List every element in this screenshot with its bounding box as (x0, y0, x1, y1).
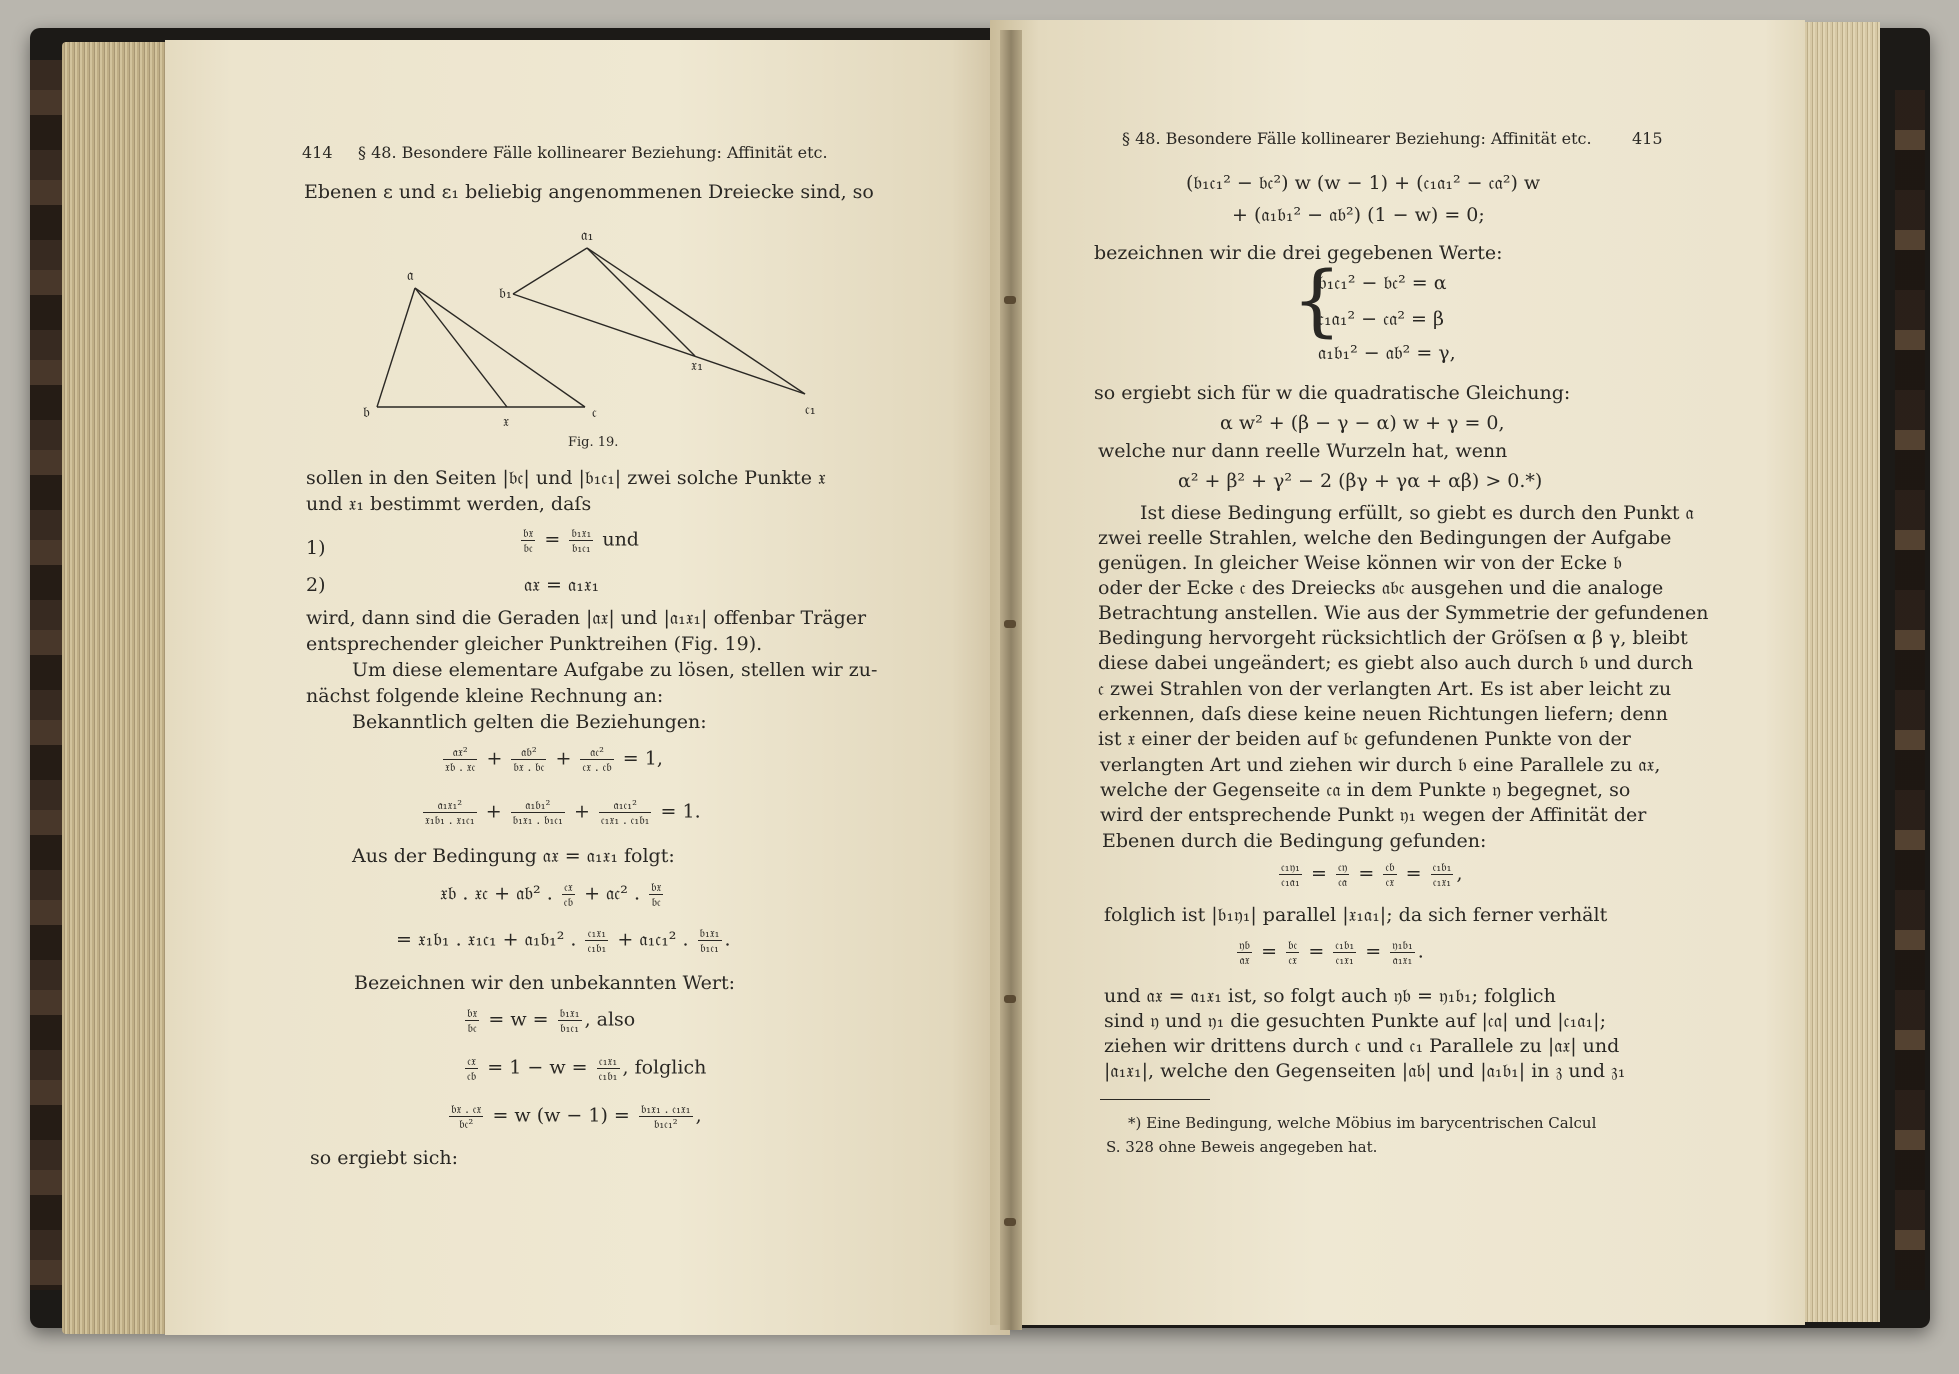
fraction: $\frac{\text{𝔞₁𝔟₁²}}{\text{𝔟₁𝔵₁ . 𝔟₁𝔠₁}}$ (512, 798, 563, 827)
equation-line: (𝔟₁𝔠₁² − 𝔟𝔠²) w (w − 1) + (𝔠₁𝔞₁² − 𝔠𝔞²) w (1186, 172, 1541, 194)
book-gutter (1000, 30, 1022, 1330)
system-line: 𝔟₁𝔠₁² − 𝔟𝔠² = α (1318, 272, 1447, 294)
equation-number: 1) (306, 537, 326, 559)
body-line: Bekanntlich gelten die Beziehungen: (352, 711, 707, 733)
right-page-number: 415 (1632, 129, 1663, 148)
figure-line (513, 248, 587, 294)
body-line: Bezeichnen wir den unbekannten Wert: (354, 972, 736, 994)
binding-stitch (1004, 1218, 1016, 1226)
equation-A: $\frac{\text{𝔞𝔵²}}{\text{𝔵𝔟 . 𝔵𝔠}}$ + $\frac{\text{𝔞𝔟²}}{\text{𝔟𝔵 . 𝔟𝔠}}$ + $\frac{\text{𝔞𝔠²}}{\text{𝔠𝔵 . 𝔠𝔟}}$ = 1, (445, 745, 663, 774)
body-line: wird, dann sind die Geraden |𝔞𝔵| und |𝔞₁𝔵₁| offenbar Träger (306, 607, 867, 629)
body-line: zwei reelle Strahlen, welche den Bedingungen der Aufgabe (1098, 527, 1672, 549)
body-line: wird der entsprechende Punkt 𝔶₁ wegen der Affinität der (1100, 804, 1647, 826)
fraction: $\frac{\text{𝔠𝔵}}{\text{𝔠𝔟}}$ (467, 1054, 477, 1083)
fraction: $\frac{\text{𝔶₁𝔟₁}}{\text{𝔞₁𝔵₁}}$ (1392, 938, 1413, 967)
fig-label-b1: 𝔟₁ (499, 284, 512, 302)
equation-E: $\frac{\text{𝔟𝔵}}{\text{𝔟𝔠}}$ = w = $\frac{\text{𝔟₁𝔵₁}}{\text{𝔟₁𝔠₁}}$ , also (467, 1006, 636, 1035)
binding-stitch (1004, 620, 1016, 628)
body-line: Ebenen ε und ε₁ beliebig angenommenen Dreiecke sind, so (304, 181, 874, 203)
fraction: $\frac{\text{𝔟𝔵 . 𝔠𝔵}}{\text{𝔟𝔠²}}$ (451, 1102, 482, 1131)
equation-B: $\frac{\text{𝔞₁𝔵₁²}}{\text{𝔵₁𝔟₁ . 𝔵₁𝔠₁}}$ + $\frac{\text{𝔞₁𝔟₁²}}{\text{𝔟₁𝔵₁ . 𝔟₁𝔠₁}}$ + $\frac{\text{𝔞₁𝔠₁²}}{\text{𝔠₁𝔵₁ . 𝔠₁𝔟₁}}$ = 1. (425, 798, 701, 827)
body-line: entsprechender gleicher Punktreihen (Fig. 19). (306, 633, 763, 655)
body-line: so ergiebt sich für w die quadratische Gleichung: (1094, 382, 1571, 404)
body-line: bezeichnen wir die drei gegebenen Werte: (1094, 242, 1503, 264)
fraction: $\frac{\text{𝔟₁𝔵₁}}{\text{𝔟₁𝔠₁}}$ (571, 526, 592, 555)
system-line: 𝔠₁𝔞₁² − 𝔠𝔞² = β (1318, 308, 1444, 330)
equation-D: = 𝔵₁𝔟₁ . 𝔵₁𝔠₁ + 𝔞₁𝔟₁² . $\frac{\text{𝔠₁𝔵₁}}{\text{𝔠₁𝔟₁}}$ + 𝔞₁𝔠₁² . $\frac{\text{𝔟₁𝔵₁}}{\text{𝔟₁𝔠₁}}$ . (396, 926, 731, 955)
fraction: $\frac{\text{𝔞𝔵²}}{\text{𝔵𝔟 . 𝔵𝔠}}$ (445, 745, 476, 774)
equation-C: 𝔵𝔟 . 𝔵𝔠 + 𝔞𝔟² . $\frac{\text{𝔠𝔵}}{\text{𝔠𝔟}}$ + 𝔞𝔠² . $\frac{\text{𝔟𝔵}}{\text{𝔟𝔠}}$ (440, 880, 662, 909)
body-line: genügen. In gleicher Weise können wir von der Ecke 𝔟 (1098, 552, 1622, 574)
body-line: Ebenen durch die Bedingung gefunden: (1102, 830, 1487, 852)
figure-line (415, 288, 585, 407)
figure-19 (355, 222, 835, 432)
body-line: folglich ist |𝔟₁𝔶₁| parallel |𝔵₁𝔞₁|; da sich ferner verhält (1104, 904, 1608, 926)
fraction: $\frac{\text{𝔠₁𝔶₁}}{\text{𝔠₁𝔞₁}}$ (1281, 860, 1300, 889)
fraction: $\frac{\text{𝔠𝔵}}{\text{𝔠𝔟}}$ (563, 880, 574, 909)
body-line: welche der Gegenseite 𝔠𝔞 in dem Punkte 𝔶 begegnet, so (1100, 779, 1631, 801)
body-line: welche nur dann reelle Wurzeln hat, wenn (1098, 440, 1508, 462)
equation-proportion-2: $\frac{\text{𝔶𝔟}}{\text{𝔞𝔵}}$ = $\frac{\text{𝔟𝔠}}{\text{𝔠𝔵}}$ = $\frac{\text{𝔠₁𝔟₁}}{\text{𝔠₁𝔵₁}}$ = $\frac{\text{𝔶₁𝔟₁}}{\text{𝔞₁𝔵₁}}$ . (1239, 938, 1424, 967)
body-line: verlangten Art und ziehen wir durch 𝔟 eine Parallele zu 𝔞𝔵, (1100, 754, 1661, 776)
figure-line (377, 288, 415, 407)
body-line: Aus der Bedingung 𝔞𝔵 = 𝔞₁𝔵₁ folgt: (352, 845, 675, 867)
footnote-line: *) Eine Bedingung, welche Möbius im barycentrischen Calcul (1128, 1114, 1597, 1132)
fraction: $\frac{\text{𝔞𝔠²}}{\text{𝔠𝔵 . 𝔠𝔟}}$ (582, 745, 612, 774)
figure-caption: Fig. 19. (568, 435, 619, 450)
body-line: Ist diese Bedingung erfüllt, so giebt es durch den Punkt 𝔞 (1140, 502, 1694, 524)
equation-proportion-1: $\frac{\text{𝔠₁𝔶₁}}{\text{𝔠₁𝔞₁}}$ = $\frac{\text{𝔠𝔶}}{\text{𝔠𝔞}}$ = $\frac{\text{𝔠𝔟}}{\text{𝔠𝔵}}$ = $\frac{\text{𝔠₁𝔟₁}}{\text{𝔠₁𝔵₁}}$ , (1281, 860, 1463, 889)
body-line: Betrachtung anstellen. Wie aus der Symmetrie der gefundenen (1098, 602, 1709, 624)
fraction: $\frac{\text{𝔟𝔵}}{\text{𝔟𝔠}}$ (523, 526, 534, 555)
binding-stitch (1004, 995, 1016, 1003)
body-line: Bedingung hervorgeht rücksichtlich der Gröſsen α β γ, bleibt (1098, 627, 1688, 649)
body-line: oder der Ecke 𝔠 des Dreiecks 𝔞𝔟𝔠 ausgehen und die analoge (1098, 577, 1664, 599)
fig-label-c1: 𝔠₁ (805, 400, 816, 418)
body-line: diese dabei ungeändert; es giebt also auch durch 𝔟 und durch (1098, 652, 1694, 674)
body-line: nächst folgende kleine Rechnung an: (306, 685, 664, 707)
left-page-number: 414 (302, 143, 333, 162)
footnote-line: S. 328 ohne Beweis angegeben hat. (1106, 1138, 1378, 1156)
system-brace: { (1292, 256, 1342, 346)
fraction: $\frac{\text{𝔠𝔶}}{\text{𝔠𝔞}}$ (1337, 860, 1348, 889)
page-edges-right (1800, 22, 1880, 1322)
equation-line: α² + β² + γ² − 2 (βγ + γα + αβ) > 0.*) (1178, 470, 1543, 492)
footnote-rule (1100, 1099, 1210, 1100)
body-line: |𝔞₁𝔵₁|, welche den Gegenseiten |𝔞𝔟| und |𝔞₁𝔟₁| in 𝔷 und 𝔷₁ (1104, 1060, 1626, 1082)
fig-label-a1: 𝔞₁ (581, 226, 594, 244)
left-running-head: § 48. Besondere Fälle kollinearer Beziehung: Affinität etc. (358, 143, 828, 162)
fraction: $\frac{\text{𝔞𝔟²}}{\text{𝔟𝔵 . 𝔟𝔠}}$ (513, 745, 545, 774)
fraction: $\frac{\text{𝔟𝔠}}{\text{𝔠𝔵}}$ (1288, 938, 1298, 967)
figure-line (513, 294, 805, 394)
body-line: Um diese elementare Aufgabe zu lösen, stellen wir zu- (352, 659, 878, 681)
fraction: $\frac{\text{𝔠₁𝔵₁}}{\text{𝔠₁𝔟₁}}$ (587, 926, 607, 955)
figure-line (587, 248, 695, 356)
body-line: so ergiebt sich: (310, 1147, 458, 1169)
equation-number: 2) (306, 574, 326, 596)
fraction: $\frac{\text{𝔠₁𝔟₁}}{\text{𝔠₁𝔵₁}}$ (1335, 938, 1355, 967)
fraction: $\frac{\text{𝔟𝔵}}{\text{𝔟𝔠}}$ (467, 1006, 478, 1035)
equation-F: $\frac{\text{𝔠𝔵}}{\text{𝔠𝔟}}$ = 1 − w = $\frac{\text{𝔠₁𝔵₁}}{\text{𝔠₁𝔟₁}}$ , folglich (467, 1054, 707, 1083)
fraction: $\frac{\text{𝔶𝔟}}{\text{𝔞𝔵}}$ (1239, 938, 1251, 967)
system-line: 𝔞₁𝔟₁² − 𝔞𝔟² = γ, (1318, 342, 1456, 364)
body-line: ziehen wir drittens durch 𝔠 und 𝔠₁ Parallele zu |𝔞𝔵| und (1104, 1035, 1620, 1057)
equation-line: α w² + (β − γ − α) w + γ = 0, (1220, 412, 1505, 434)
body-line: ist 𝔵 einer der beiden auf 𝔟𝔠 gefundenen Punkte von der (1098, 728, 1631, 750)
body-line: und 𝔞𝔵 = 𝔞₁𝔵₁ ist, so folgt auch 𝔶𝔟 = 𝔶₁𝔟₁; folglich (1104, 985, 1556, 1007)
equation-G: $\frac{\text{𝔟𝔵 . 𝔠𝔵}}{\text{𝔟𝔠²}}$ = w (w − 1) = $\frac{\text{𝔟₁𝔵₁ . 𝔠₁𝔵₁}}{\text{𝔟₁𝔠₁²}}$ , (451, 1102, 702, 1131)
page-edges-left (62, 42, 170, 1334)
equation-line: + (𝔞₁𝔟₁² − 𝔞𝔟²) (1 − w) = 0; (1232, 204, 1485, 226)
fraction: $\frac{\text{𝔟₁𝔵₁}}{\text{𝔟₁𝔠₁}}$ (559, 1006, 580, 1035)
body-line: und 𝔵₁ bestimmt werden, daſs (306, 493, 592, 515)
fraction: $\frac{\text{𝔟₁𝔵₁ . 𝔠₁𝔵₁}}{\text{𝔟₁𝔠₁²}}$ (640, 1102, 691, 1131)
equation-1: $\frac{\text{𝔟𝔵}}{\text{𝔟𝔠}}$ = $\frac{\text{𝔟₁𝔵₁}}{\text{𝔟₁𝔠₁}}$ und (523, 526, 639, 555)
body-line: 𝔠 zwei Strahlen von der verlangten Art. Es ist aber leicht zu (1098, 678, 1672, 700)
fraction: $\frac{\text{𝔟₁𝔵₁}}{\text{𝔟₁𝔠₁}}$ (699, 926, 720, 955)
fraction: $\frac{\text{𝔟𝔵}}{\text{𝔟𝔠}}$ (651, 880, 662, 909)
cover-marbling-right (1895, 90, 1925, 1290)
body-line: erkennen, daſs diese keine neuen Richtungen liefern; denn (1098, 703, 1668, 725)
fraction: $\frac{\text{𝔞₁𝔵₁²}}{\text{𝔵₁𝔟₁ . 𝔵₁𝔠₁}}$ (425, 798, 475, 827)
fraction: $\frac{\text{𝔠₁𝔵₁}}{\text{𝔠₁𝔟₁}}$ (598, 1054, 618, 1083)
fraction: $\frac{\text{𝔠𝔟}}{\text{𝔠𝔵}}$ (1385, 860, 1395, 889)
fig-label-x1: 𝔵₁ (691, 356, 704, 374)
right-running-head: § 48. Besondere Fälle kollinearer Beziehung: Affinität etc. (1122, 129, 1592, 148)
fraction: $\frac{\text{𝔠₁𝔟₁}}{\text{𝔠₁𝔵₁}}$ (1432, 860, 1452, 889)
body-line: sind 𝔶 und 𝔶₁ die gesuchten Punkte auf |𝔠𝔞| und |𝔠₁𝔞₁|; (1104, 1010, 1606, 1032)
fig-label-a: 𝔞 (407, 266, 414, 284)
fraction: $\frac{\text{𝔞₁𝔠₁²}}{\text{𝔠₁𝔵₁ . 𝔠₁𝔟₁}}$ (600, 798, 650, 827)
body-line: sollen in den Seiten |𝔟𝔠| und |𝔟₁𝔠₁| zwei solche Punkte 𝔵 (306, 467, 826, 489)
figure-line (415, 288, 507, 407)
fig-label-x: 𝔵 (503, 412, 510, 430)
equation-2: 𝔞𝔵 = 𝔞₁𝔵₁ (524, 574, 600, 596)
fig-label-c: 𝔠 (592, 403, 597, 421)
binding-stitch (1004, 296, 1016, 304)
fig-label-b: 𝔟 (363, 403, 370, 421)
